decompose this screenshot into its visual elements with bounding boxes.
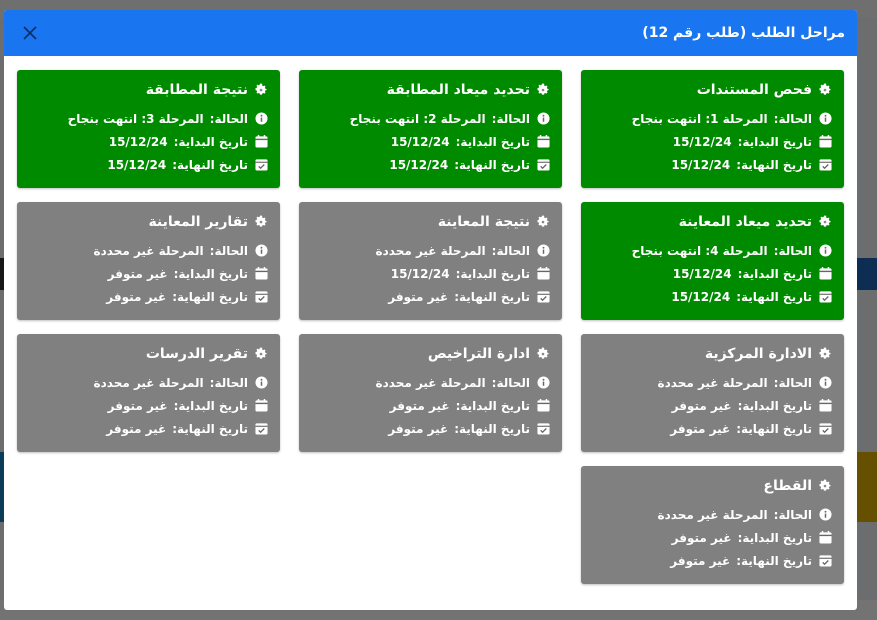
calendar-icon [254,135,268,149]
calendar-check-icon [818,158,832,172]
stage-status [311,239,550,262]
start-value: 15/12/24 [390,266,450,281]
status-value: المرحلة غير محددة [93,243,204,258]
start-value: غير متوفر [107,398,168,413]
calendar-check-icon [536,158,550,172]
start-value: غير متوفر [671,398,732,413]
stage-start-date [29,130,268,153]
end-label: تاريخ النهاية: [454,289,530,304]
stage-title-text: تحديد ميعاد المطابقة [386,82,530,98]
start-label: تاريخ البداية: [173,134,248,149]
info-icon [818,244,832,258]
gear-icon [818,83,832,97]
stage-end-date [29,285,268,308]
stage-card [581,466,844,584]
stage-status [29,239,268,262]
stage-status [593,503,832,526]
calendar-icon [536,267,550,281]
stage-start-date [311,130,550,153]
stage-title-text: نتيجة المعاينة [437,214,530,230]
status-label: الحالة: [209,111,248,126]
start-value: غير متوفر [671,530,732,545]
stage-card [299,70,562,188]
status-label: الحالة: [491,111,530,126]
end-value: غير متوفر [388,289,449,304]
info-icon [254,244,268,258]
stage-start-date [29,262,268,285]
stage-start-date [311,394,550,417]
stage-end-date [311,285,550,308]
stages-grid [16,70,844,584]
stage-start-date [311,262,550,285]
status-value: المرحلة 1: انتهت بنجاح [631,111,768,126]
stage-start-date [593,394,832,417]
stage-status [29,371,268,394]
calendar-icon [818,531,832,545]
end-label: تاريخ النهاية: [172,289,248,304]
end-label: تاريخ النهاية: [736,553,812,568]
stage-title-text: تقارير المعاينة [148,214,248,230]
stage-status [311,107,550,130]
start-label: تاريخ البداية: [455,266,530,281]
stage-start-date [593,526,832,549]
start-value: 15/12/24 [390,134,450,149]
stages-modal [4,10,857,610]
stage-end-date [29,417,268,440]
calendar-icon [536,399,550,413]
calendar-icon [818,135,832,149]
stage-title [593,80,832,100]
calendar-icon [254,267,268,281]
gear-icon [254,347,268,361]
stage-title-text: تحديد ميعاد المعاينة [678,214,812,230]
start-value: 15/12/24 [108,134,168,149]
info-icon [254,376,268,390]
calendar-check-icon [254,158,268,172]
calendar-check-icon [536,422,550,436]
end-value: غير متوفر [388,421,449,436]
end-value: 15/12/24 [671,157,731,172]
stage-title-text: فحص المستندات [696,82,812,98]
info-icon [536,244,550,258]
calendar-icon [818,267,832,281]
info-icon [818,112,832,126]
status-label: الحالة: [209,375,248,390]
status-label: الحالة: [491,375,530,390]
modal-title: مراحل الطلب (طلب رقم 12) [642,25,845,41]
status-value: المرحلة غير محددة [375,375,486,390]
stage-title-text: ادارة التراخيص [427,346,530,362]
stage-end-date [311,153,550,176]
status-label: الحالة: [491,243,530,258]
stage-card [17,70,280,188]
stage-title [593,344,832,364]
end-label: تاريخ النهاية: [736,157,812,172]
end-value: غير متوفر [670,421,731,436]
stage-end-date [593,285,832,308]
status-value: المرحلة غير محددة [93,375,204,390]
info-icon [536,112,550,126]
stage-title [29,344,268,364]
end-label: تاريخ النهاية: [736,289,812,304]
stage-status [593,107,832,130]
start-label: تاريخ البداية: [455,134,530,149]
end-value: غير متوفر [106,289,167,304]
stage-end-date [593,153,832,176]
stage-title-text: القطاع [763,478,812,494]
calendar-check-icon [818,422,832,436]
calendar-icon [536,135,550,149]
stage-title [311,344,550,364]
start-value: غير متوفر [107,266,168,281]
status-label: الحالة: [773,375,812,390]
stage-card [581,202,844,320]
status-value: المرحلة غير محددة [657,507,768,522]
gear-icon [818,347,832,361]
status-value: المرحلة غير محددة [657,375,768,390]
close-button[interactable] [18,21,42,45]
stage-start-date [29,394,268,417]
stage-start-date [593,262,832,285]
stage-card [299,202,562,320]
stage-card [581,334,844,452]
status-label: الحالة: [773,111,812,126]
status-label: الحالة: [773,243,812,258]
stage-title-text: الادارة المركزية [704,346,812,362]
calendar-icon [818,399,832,413]
status-label: الحالة: [773,507,812,522]
status-value: المرحلة 4: انتهت بنجاح [631,243,768,258]
stage-title [593,476,832,496]
start-label: تاريخ البداية: [455,398,530,413]
stage-title-text: نتيجة المطابقة [145,82,248,98]
gear-icon [536,215,550,229]
calendar-check-icon [818,554,832,568]
info-icon [254,112,268,126]
gear-icon [254,215,268,229]
stage-end-date [593,549,832,572]
start-value: غير متوفر [389,398,450,413]
stage-title [311,80,550,100]
start-label: تاريخ البداية: [173,398,248,413]
gear-icon [536,83,550,97]
info-icon [536,376,550,390]
stage-title [311,212,550,232]
end-label: تاريخ النهاية: [454,157,530,172]
start-value: 15/12/24 [672,134,732,149]
info-icon [818,376,832,390]
end-value: 15/12/24 [389,157,449,172]
calendar-check-icon [254,422,268,436]
stage-title-text: تقرير الدرسات [145,346,248,362]
modal-header [4,10,857,56]
end-value: 15/12/24 [671,289,731,304]
info-icon [818,508,832,522]
stage-card [581,70,844,188]
start-value: 15/12/24 [672,266,732,281]
stage-status [29,107,268,130]
start-label: تاريخ البداية: [173,266,248,281]
stage-card [17,202,280,320]
stage-title [29,80,268,100]
start-label: تاريخ البداية: [737,266,812,281]
calendar-check-icon [254,290,268,304]
end-value: غير متوفر [670,553,731,568]
end-value: 15/12/24 [107,157,167,172]
stage-status [593,239,832,262]
calendar-icon [254,399,268,413]
start-label: تاريخ البداية: [737,134,812,149]
stage-end-date [311,417,550,440]
gear-icon [536,347,550,361]
stage-title [593,212,832,232]
gear-icon [818,479,832,493]
end-value: غير متوفر [106,421,167,436]
start-label: تاريخ البداية: [737,398,812,413]
start-label: تاريخ البداية: [737,530,812,545]
gear-icon [254,83,268,97]
stage-card [299,334,562,452]
gear-icon [818,215,832,229]
stage-start-date [593,130,832,153]
status-value: المرحلة غير محددة [375,243,486,258]
stage-status [311,371,550,394]
stage-card [17,334,280,452]
end-label: تاريخ النهاية: [172,421,248,436]
calendar-check-icon [536,290,550,304]
stage-title [29,212,268,232]
stage-end-date [593,417,832,440]
close-icon [23,26,37,40]
status-value: المرحلة 3: انتهت بنجاح [67,111,204,126]
stage-end-date [29,153,268,176]
status-value: المرحلة 2: انتهت بنجاح [349,111,486,126]
end-label: تاريخ النهاية: [172,157,248,172]
stage-status [593,371,832,394]
calendar-check-icon [818,290,832,304]
status-label: الحالة: [209,243,248,258]
end-label: تاريخ النهاية: [736,421,812,436]
end-label: تاريخ النهاية: [454,421,530,436]
